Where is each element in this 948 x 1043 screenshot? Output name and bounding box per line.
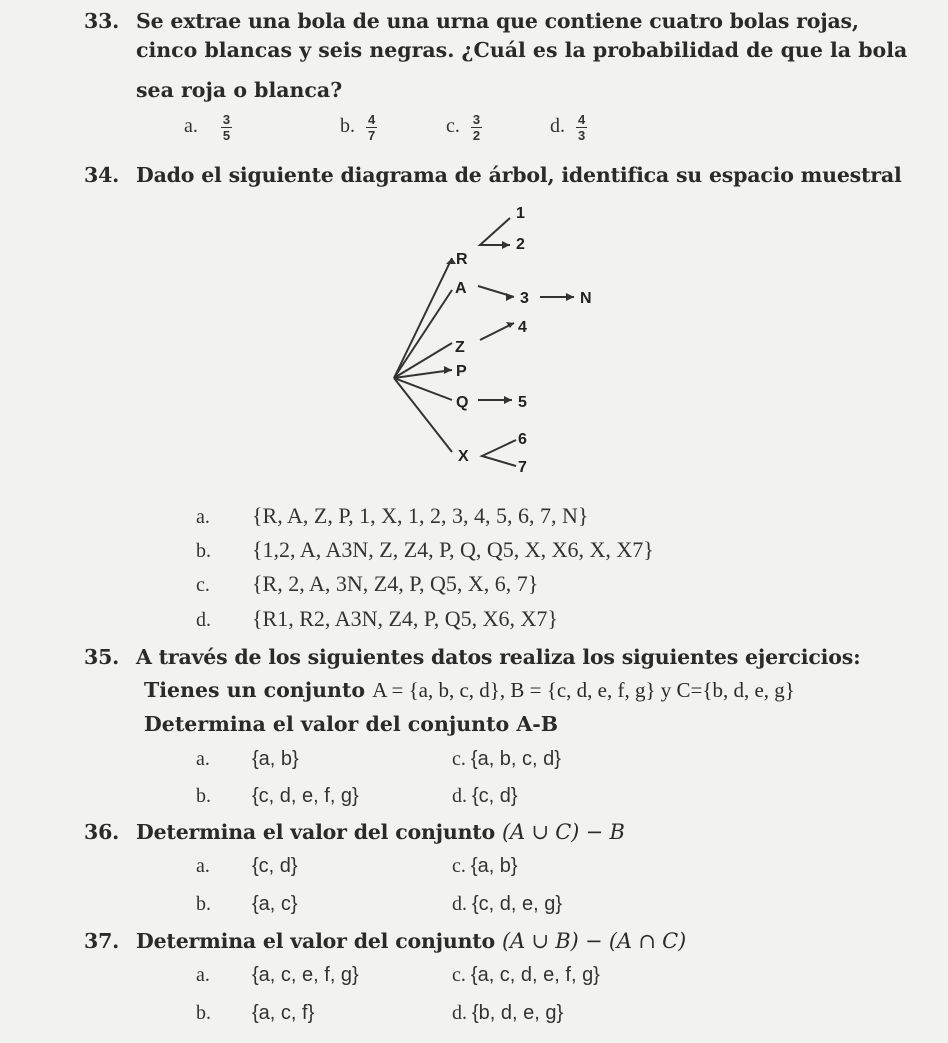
q34-option-d-label: d. xyxy=(196,609,211,631)
q36-option-b[interactable] xyxy=(196,893,298,916)
q36-option-d-label: d. xyxy=(452,893,467,915)
q35-option-b-label: b. xyxy=(196,785,211,807)
q36-option-c-text: {a, b} xyxy=(470,855,518,877)
q35-option-c[interactable] xyxy=(452,748,561,771)
q34-option-c[interactable] xyxy=(196,571,538,597)
q34-number: 34. xyxy=(84,163,120,187)
q37-option-d-label: d. xyxy=(452,1002,467,1024)
q33-option-c-fraction xyxy=(471,112,482,143)
q34-option-a-text: {R, A, Z, P, 1, X, 1, 2, 3, 4, 5, 6, 7, N} xyxy=(252,503,589,528)
q33-number: 33. xyxy=(84,9,120,33)
fraction-denominator: 7 xyxy=(368,128,376,143)
q34-option-d-text: {R1, R2, A3N, Z4, P, Q5, X6, X7} xyxy=(252,606,558,631)
q37-option-a-label: a. xyxy=(196,964,210,986)
q35-option-c-text: {a, b, c, d} xyxy=(470,748,561,770)
fraction-numerator: 4 xyxy=(578,112,586,127)
tree-node-R: R xyxy=(456,251,468,268)
fraction-numerator: 4 xyxy=(368,112,376,127)
q35-option-a-label: a. xyxy=(196,748,210,770)
q35-title xyxy=(84,640,860,674)
q33-option-c-label: c. xyxy=(446,115,460,138)
q35-option-b-text: {c, d, e, f, g} xyxy=(252,785,359,807)
q35-option-a-text: {a, b} xyxy=(252,748,299,770)
q37-title xyxy=(84,924,686,958)
q37-option-b-label: b. xyxy=(196,1002,211,1024)
q34-option-c-text: {R, 2, A, 3N, Z4, P, Q5, X, 6, 7} xyxy=(252,571,539,596)
branch-root-A xyxy=(394,290,452,378)
tree-node-Z: Z xyxy=(455,339,465,356)
q35-option-d[interactable] xyxy=(452,785,518,808)
tree-node-4: 4 xyxy=(518,319,527,336)
q37-option-c-label: c. xyxy=(452,964,466,986)
q36-option-c[interactable] xyxy=(452,855,518,878)
q34-title-text: Dado el siguiente diagrama de árbol, identifica su espacio muestral xyxy=(136,163,902,187)
tree-node-Q: Q xyxy=(456,394,469,411)
tree-node-5: 5 xyxy=(518,394,527,411)
q35-option-d-text: {c, d} xyxy=(472,785,518,807)
q36-option-b-label: b. xyxy=(196,893,211,915)
q34-option-c-label: c. xyxy=(196,574,210,596)
branch-X-6-7 xyxy=(482,440,516,466)
fraction-denominator: 2 xyxy=(472,128,481,143)
tree-node-A: A xyxy=(455,280,467,297)
q34-option-b[interactable] xyxy=(196,537,654,563)
branch-root-X xyxy=(394,378,452,452)
q35-option-b[interactable] xyxy=(196,785,359,808)
q35-line2-prefix: Tienes un conjunto xyxy=(144,678,373,702)
q35-title-text: A través de los siguientes datos realiza los siguientes ejercicios: xyxy=(136,645,861,669)
arrow-R xyxy=(446,258,456,264)
q33-option-d-label: d. xyxy=(550,115,565,138)
q33-line2: cinco blancas y seis negras. ¿Cuál es la probabilidad de que la bola xyxy=(136,38,908,62)
q36-title xyxy=(84,815,625,849)
q35-option-d-label: d. xyxy=(452,785,467,807)
q36-option-b-text: {a, c} xyxy=(252,893,298,915)
tree-node-6: 6 xyxy=(518,431,527,448)
q36-expression: (A ∪ C) − B xyxy=(501,820,625,844)
q33-line1: Se extrae una bola de una urna que contiene cuatro bolas rojas, xyxy=(136,9,859,33)
arrow-5 xyxy=(504,396,512,404)
q37-option-a-text: {a, c, e, f, g} xyxy=(252,964,359,986)
q35-line2 xyxy=(144,678,795,703)
q36-option-a-label: a. xyxy=(196,855,210,877)
q34-option-b-label: b. xyxy=(196,540,211,562)
fraction-numerator: 3 xyxy=(222,112,231,127)
branch-root-Q xyxy=(394,378,452,400)
q37-option-a[interactable] xyxy=(196,964,359,987)
q36-option-d-text: {c, d, e, g} xyxy=(472,893,563,915)
q35-line2-sets: A = {a, b, c, d}, B = {c, d, e, f, g} y C={b, d, e, g} xyxy=(372,678,795,702)
fraction-denominator: 5 xyxy=(222,128,231,143)
arrow-N xyxy=(566,293,574,301)
q33-option-a-label: a. xyxy=(184,115,198,138)
q35-number: 35. xyxy=(84,645,120,669)
arrow-3 xyxy=(506,293,514,301)
q37-option-c[interactable] xyxy=(452,964,600,987)
branch-R-1-2 xyxy=(480,218,510,245)
q33-title xyxy=(84,4,859,38)
q36-number: 36. xyxy=(84,820,120,844)
q33-option-a[interactable] xyxy=(184,112,232,143)
q36-option-a[interactable] xyxy=(196,855,298,878)
q34-option-d[interactable] xyxy=(196,606,558,632)
branch-root-R xyxy=(394,258,452,378)
fraction-denominator: 3 xyxy=(578,128,586,143)
q33-option-b[interactable] xyxy=(340,112,377,143)
q37-option-b[interactable] xyxy=(196,1002,314,1025)
tree-node-3: 3 xyxy=(520,290,529,307)
tree-node-2: 2 xyxy=(516,236,525,253)
q37-expression: (A ∪ B) − (A ∩ C) xyxy=(501,929,687,953)
q33-option-b-fraction xyxy=(366,112,377,143)
q33-option-d[interactable] xyxy=(550,112,587,143)
q37-option-b-text: {a, c, f} xyxy=(252,1002,315,1024)
q36-title-text: Determina el valor del conjunto xyxy=(136,820,502,844)
q37-option-d-text: {b, d, e, g} xyxy=(472,1002,564,1024)
q33-option-b-label: b. xyxy=(340,115,355,138)
tree-branches xyxy=(394,218,574,466)
tree-node-N: N xyxy=(580,290,592,307)
branch-root-P xyxy=(394,370,452,378)
q37-option-c-text: {a, c, d, e, f, g} xyxy=(470,964,600,986)
q33-option-d-fraction xyxy=(576,112,587,143)
q33-line3: sea roja o blanca? xyxy=(136,78,343,102)
tree-node-7: 7 xyxy=(518,459,527,476)
q35-option-c-label: c. xyxy=(452,748,466,770)
q36-option-d[interactable] xyxy=(452,893,562,916)
q37-option-d[interactable] xyxy=(452,1002,563,1025)
q34-option-a-label: a. xyxy=(196,506,210,528)
q35-line3: Determina el valor del conjunto A-B xyxy=(144,712,559,736)
fraction-numerator: 3 xyxy=(472,112,481,127)
tree-node-1: 1 xyxy=(516,205,525,222)
arrow-P xyxy=(444,366,452,374)
branch-root-Z xyxy=(394,343,452,378)
q34-option-a[interactable] xyxy=(196,503,588,529)
q33-option-c[interactable] xyxy=(446,112,482,143)
q36-option-a-text: {c, d} xyxy=(252,855,298,877)
q37-title-text: Determina el valor del conjunto xyxy=(136,929,502,953)
tree-arrowheads xyxy=(444,241,574,404)
q34-title xyxy=(84,158,902,192)
tree-node-X: X xyxy=(458,448,469,465)
arrow-4 xyxy=(506,322,514,328)
arrow-2 xyxy=(502,241,510,249)
q35-option-a[interactable] xyxy=(196,748,299,771)
tree-node-P: P xyxy=(456,363,467,380)
q37-number: 37. xyxy=(84,929,120,953)
q33-option-a-fraction xyxy=(221,112,232,143)
branch-A-3 xyxy=(478,286,514,297)
q34-option-b-text: {1,2, A, A3N, Z, Z4, P, Q, Q5, X, X6, X, X7} xyxy=(252,537,654,562)
q36-option-c-label: c. xyxy=(452,855,466,877)
branch-Z-4 xyxy=(480,323,514,340)
